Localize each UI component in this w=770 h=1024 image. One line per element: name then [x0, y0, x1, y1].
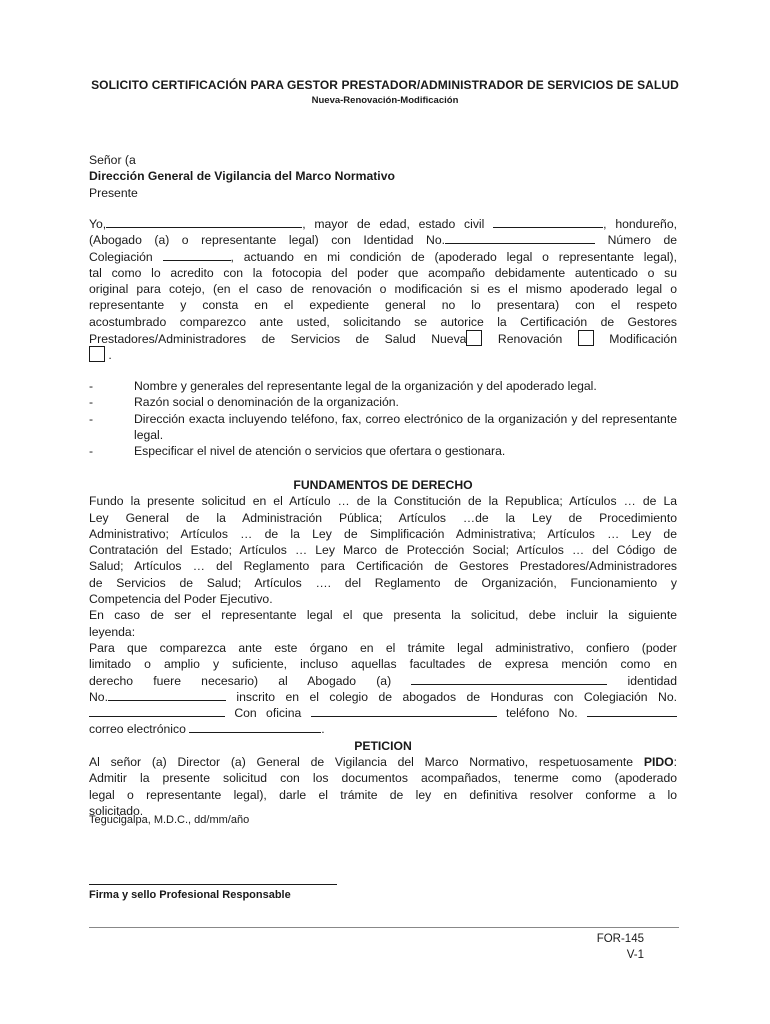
- peticion-heading: PETICION: [354, 738, 412, 753]
- signature-label: Firma y sello Profesional Responsable: [89, 889, 291, 901]
- legend-line-6: correo electrónico .: [89, 722, 325, 737]
- legend-line-3: derecho fuere necesario) al Abogado (a) identidad: [89, 673, 677, 688]
- addressee-line-1: Señor (a: [89, 153, 136, 167]
- fundamentos-heading: FUNDAMENTOS DE DERECHO: [293, 478, 473, 492]
- peticion-line-4: solicitado.: [89, 803, 144, 818]
- request-body: [89, 216, 677, 363]
- form-code: FOR-145: [596, 933, 644, 945]
- signature-line[interactable]: [89, 884, 337, 885]
- body-line-5: original para cotejo, (en el caso de renovación o modificación si es el mismo apoderado legal o: [89, 282, 677, 297]
- list-item: - Especificar el nivel de atención o servicios que ofertara o gestionara.: [89, 444, 506, 459]
- body-line-8: Prestadores/Administradores de Servicios de Salud Nueva Renovación Modificación: [89, 332, 677, 347]
- abogado-colegiacion-field[interactable]: [89, 705, 225, 717]
- legend-line-1: Para que comparezca ante este órgano en el trámite legal administrativo, confiero (poder: [89, 640, 677, 655]
- peticion-line-2: Admitir la presente solicitud con los documentos acompañados, tenerme como (apoderado: [89, 771, 677, 786]
- fundamentos-line: Salud; Artículos … del Reglamento para Certificación de Gestores Prestadores/Administradores: [89, 559, 677, 574]
- body-line-3: Colegiación , actuando en mi condición de (apoderado legal o representante legal),: [89, 249, 677, 264]
- legend-line-4: No. inscrito en el colegio de abogados de Honduras con Colegiación No.: [89, 689, 677, 704]
- footer-divider: [89, 927, 679, 928]
- fundamentos-line: Contratación del Estado; Artículos … Ley Marco de Protección Social; Artículos … del Código de: [89, 543, 677, 558]
- body-line-6: representante y consta en el expediente general no lo presentara) con el respeto: [89, 298, 677, 313]
- office-field[interactable]: [311, 705, 497, 717]
- body-line-7: acostumbrado comparezco ante usted, solicitando se autorice la Certificación de Gestores: [89, 314, 677, 329]
- body-line-4: tal como lo acredito con la fotocopia del poder que acompaño debidamente autenticado o su: [89, 265, 677, 280]
- body-line-1: Yo, , mayor de edad, estado civil , hondureño,: [89, 217, 677, 231]
- document-title: SOLICITO CERTIFICACIÓN PARA GESTOR PRESTADOR/ADMINISTRADOR DE SERVICIOS DE SALUD: [91, 78, 679, 92]
- legend-intro: En caso de ser el representante legal el que presenta la solicitud, debe incluir la siguiente: [89, 608, 677, 623]
- renovacion-checkbox[interactable]: [578, 330, 594, 346]
- body-line-2: (Abogado (a) o representante legal) con Identidad No. Número de: [89, 233, 677, 248]
- email-field[interactable]: [189, 721, 321, 733]
- fundamentos-section: [89, 477, 677, 819]
- addressee-line-3: Presente: [89, 185, 138, 200]
- requirements-list: [89, 378, 677, 459]
- nueva-checkbox[interactable]: [466, 330, 482, 346]
- legend-line-5: Con oficina teléfono No.: [89, 705, 677, 721]
- identity-number-field[interactable]: [445, 232, 595, 244]
- peticion-line-3: legal o representante legal), darle el trámite de ley en definitiva resolver conforme a lo: [89, 787, 677, 802]
- legend-intro-2: leyenda:: [89, 624, 136, 639]
- fundamentos-last-line: Competencia del Poder Ejecutivo.: [89, 592, 273, 607]
- form-version: V-1: [626, 949, 644, 961]
- phone-field[interactable]: [587, 705, 677, 717]
- modificacion-checkbox[interactable]: [89, 346, 105, 362]
- place-date: Tegucigalpa, M.D.C., dd/mm/año: [89, 814, 250, 826]
- option-renovacion-label: Renovación: [497, 332, 563, 347]
- civil-status-field[interactable]: [493, 216, 603, 228]
- fundamentos-line: Administrativo; Artículos … de la Ley de Simplificación Administrativa; Artículos … Ley de: [89, 526, 677, 541]
- abogado-name-field[interactable]: [411, 673, 607, 685]
- list-item: - Razón social o denominación de la organización.: [89, 395, 399, 410]
- fundamentos-line: de Servicios de Salud; Artículos …. del Reglamento de Organización, Funcionamiento y: [89, 575, 677, 590]
- legend-line-2: limitado o amplio y suficiente, incluso aquellas facultades de expresa mención como en: [89, 657, 677, 672]
- document-subtitle: Nueva-Renovación-Modificación: [311, 95, 459, 106]
- option-modificacion-label: Modificación: [609, 332, 677, 347]
- form-code-block: [597, 931, 644, 963]
- peticion-line-1: Al señor (a) Director (a) General de Vigilancia del Marco Normativo, respetuosamente PIDO:: [89, 755, 677, 770]
- fundamentos-line: Ley General de la Administración Pública; Artículos …de la Ley de Procedimiento: [89, 510, 677, 525]
- list-item: - Dirección exacta incluyendo teléfono, fax, correo electrónico de la organización y del representante legal.: [89, 411, 677, 442]
- body-line-9: .: [89, 346, 677, 362]
- colegiacion-field[interactable]: [163, 249, 231, 261]
- fundamentos-line: Fundo la presente solicitud en el Artículo … de la Constitución de la Republica; Artículos … de La: [89, 494, 677, 509]
- name-field[interactable]: [106, 216, 302, 228]
- addressee-line-2: Dirección General de Vigilancia del Marco Normativo: [89, 169, 395, 184]
- option-nueva-label: Nueva: [431, 332, 467, 347]
- abogado-identity-field[interactable]: [108, 689, 226, 701]
- list-item: - Nombre y generales del representante legal de la organización y del apoderado legal.: [89, 379, 597, 393]
- addressee-block: [89, 152, 677, 201]
